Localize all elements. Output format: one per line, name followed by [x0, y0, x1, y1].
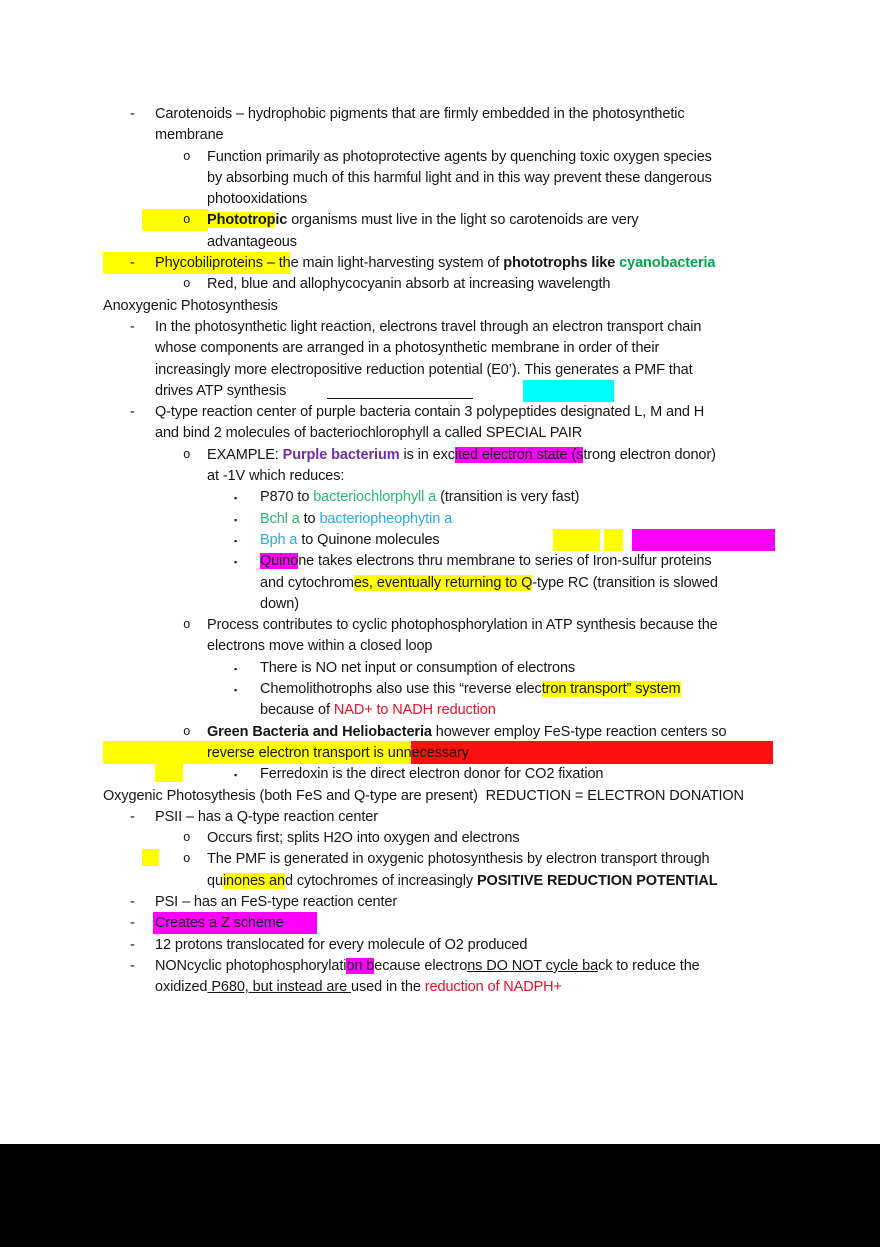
- doc-line: [103, 509, 843, 530]
- doc-line: [103, 210, 843, 231]
- doc-line: [103, 104, 843, 125]
- text-run: photooxidations: [207, 191, 308, 208]
- text-run: qu: [207, 872, 223, 889]
- text-run: P870 to: [260, 489, 314, 506]
- doc-line: [103, 849, 843, 870]
- bullet-circle: o: [183, 447, 191, 462]
- text-run: Phototrop: [207, 212, 276, 229]
- doc-line: [103, 551, 843, 572]
- doc-line: [103, 168, 843, 189]
- bullet-dash: -: [130, 936, 135, 953]
- bullet-dash: -: [130, 915, 135, 932]
- text-run: to Quinone molecules: [297, 531, 440, 548]
- doc-line: [103, 402, 843, 423]
- text-run: The PMF is generated in oxygenic photosynthesis by electron transport through: [207, 851, 710, 868]
- text-run: cyanobacteria: [619, 255, 716, 272]
- text-run: increasingly more electropositive reduction potential (E0’). This generates a PMF that: [155, 361, 693, 378]
- text-run: is in exc: [399, 446, 455, 463]
- doc-line: [103, 828, 843, 849]
- text-run: reverse electron transport is unnecessary: [207, 744, 469, 761]
- bullet-dash: -: [130, 255, 135, 272]
- text-run: because of: [260, 702, 334, 719]
- text-run: Bchl a: [260, 510, 300, 527]
- bullet-square: ▪: [234, 493, 238, 504]
- doc-line: [103, 871, 843, 892]
- doc-line: [103, 892, 843, 913]
- text-run: Green Bacteria and Heliobacteria: [207, 723, 432, 740]
- bullet-dash: -: [130, 957, 135, 974]
- bullet-square: ▪: [234, 770, 238, 781]
- doc-line: [103, 594, 843, 615]
- text-run: used in the: [351, 979, 425, 996]
- text-run: trong electron donor): [583, 446, 716, 463]
- doc-line: [103, 722, 843, 743]
- text-run: and cytochrom: [260, 574, 354, 591]
- doc-line: [103, 530, 843, 551]
- bullet-square: ▪: [234, 535, 238, 546]
- text-run: and bind 2 molecules of bacteriochlorophyll a called SPECIAL PAIR: [155, 425, 583, 442]
- doc-line: [103, 956, 843, 977]
- highlight-block: [142, 849, 159, 866]
- text-run: ecause electro: [374, 957, 468, 974]
- bullet-circle: o: [183, 618, 191, 633]
- bullet-square: ▪: [234, 557, 238, 568]
- text-run: There is NO net input or consumption of electrons: [260, 659, 576, 676]
- text-run: Quino: [260, 553, 299, 570]
- bullet-square: ▪: [234, 685, 238, 696]
- text-run: PSI – has an FeS-type reaction center: [155, 893, 398, 910]
- doc-line: [103, 764, 843, 785]
- text-run: membrane: [155, 127, 224, 144]
- text-run: In the photosynthetic light reaction, electrons travel through an electron transport chain: [155, 318, 702, 335]
- text-run: advantageous: [207, 233, 297, 250]
- text-run: Q-type reaction center of purple bacteria contain 3 polypeptides designated L, M and H: [155, 404, 705, 421]
- doc-line: [103, 977, 843, 998]
- doc-line: [103, 573, 843, 594]
- text-run: (transition is very fast): [436, 489, 580, 506]
- text-run: Anoxygenic Photosynthesis: [103, 297, 278, 314]
- text-run: organisms must live in the light so carotenoids are very: [287, 212, 639, 229]
- doc-line: [103, 700, 843, 721]
- doc-line: [103, 786, 843, 807]
- text-run: oxidized: [155, 979, 208, 996]
- text-run: EXAMPLE:: [207, 446, 283, 463]
- text-run: by absorbing much of this harmful light and in this way prevent these dangerous: [207, 169, 712, 186]
- text-run: Function primarily as photoprotective agents by quenching toxic oxygen species: [207, 148, 712, 165]
- bullet-square: ▪: [234, 514, 238, 525]
- text-run: Phycobiliproteins –: [155, 255, 279, 272]
- doc-line: [103, 381, 843, 402]
- text-run: ns DO NOT cycle ba: [467, 957, 599, 974]
- blank-underline: [327, 398, 473, 399]
- doc-line: [103, 935, 843, 956]
- doc-line: [103, 338, 843, 359]
- doc-line: [103, 679, 843, 700]
- doc-line: [103, 423, 843, 444]
- text-run: the main light-harvesting system of: [278, 255, 504, 272]
- doc-line: [103, 445, 843, 466]
- doc-line: [103, 296, 843, 317]
- text-run: Ferredoxin is the direct electron donor for CO2 fixation: [260, 766, 604, 783]
- doc-line: [103, 253, 843, 274]
- text-run: 12 protons translocated for every molecule of O2 produced: [155, 936, 528, 953]
- highlight-block: [523, 380, 614, 402]
- doc-line: [103, 232, 843, 253]
- bullet-circle: o: [183, 277, 191, 292]
- bullet-circle: o: [183, 852, 191, 867]
- text-run: electrons move within a closed loop: [207, 638, 433, 655]
- doc-line: [103, 360, 843, 381]
- doc-line: [103, 487, 843, 508]
- text-run: Purple bacterium: [282, 446, 400, 463]
- text-run: -type RC (transition is slowed: [532, 574, 718, 591]
- doc-line: [103, 274, 843, 295]
- text-run: tron transport” system: [541, 681, 681, 698]
- text-run: reduction of NADPH+: [424, 979, 562, 996]
- text-run: Process contributes to cyclic photophosphorylation in ATP synthesis because the: [207, 617, 718, 634]
- text-run: Occurs first; splits H2O into oxygen and electrons: [207, 830, 520, 847]
- text-run: phototrophs like: [503, 255, 620, 272]
- bullet-square: ▪: [234, 663, 238, 674]
- text-run: inones an: [222, 872, 285, 889]
- text-run: PSII – has a Q-type reaction center: [155, 808, 378, 825]
- bullet-circle: o: [183, 831, 191, 846]
- text-run: d cytochromes of increasingly: [284, 872, 477, 889]
- doc-line: [103, 615, 843, 636]
- bullet-circle: o: [183, 149, 191, 164]
- text-run: ited electron state (s: [454, 446, 584, 463]
- doc-line: [103, 147, 843, 168]
- notes-body: [103, 104, 843, 998]
- text-run: Creates a Z scheme: [155, 915, 284, 932]
- highlight-block: [142, 209, 208, 231]
- doc-line: [103, 466, 843, 487]
- highlight-block: [604, 529, 623, 551]
- bullet-dash: -: [130, 808, 135, 825]
- text-run: bacteriochlorphyll a: [313, 489, 437, 506]
- doc-line: [103, 913, 843, 934]
- text-run: on b: [346, 957, 375, 974]
- bullet-circle: o: [183, 213, 191, 228]
- doc-line: [103, 189, 843, 210]
- text-run: NAD+ to NADH reduction: [333, 702, 496, 719]
- bullet-circle: o: [183, 724, 191, 739]
- bullet-dash: -: [130, 106, 135, 122]
- text-run: P680, but instead are: [207, 979, 352, 996]
- text-run: ic: [275, 212, 288, 229]
- text-run: Red, blue and allophycocyanin absorb at increasing wavelength: [207, 276, 611, 293]
- text-run: Chemolithotrophs also use this “reverse elec: [260, 681, 542, 698]
- bullet-dash: -: [130, 893, 135, 910]
- text-run: ne takes electrons thru membrane to series of Iron-sulfur proteins: [298, 553, 712, 570]
- highlight-block: [553, 529, 600, 551]
- text-run: POSITIVE REDUCTION POTENTIAL: [476, 872, 718, 889]
- doc-line: [103, 743, 843, 764]
- text-run: Oxygenic Photosythesis (both FeS and Q-type are present) REDUCTION = ELECTRON DONATION: [103, 787, 744, 804]
- text-run: NONcyclic photophosphorylati: [155, 957, 347, 974]
- doc-line: [103, 125, 843, 146]
- text-run: whose components are arranged in a photosynthetic membrane in order of their: [155, 340, 660, 357]
- doc-line: [103, 807, 843, 828]
- text-run: to: [299, 510, 320, 527]
- text-run: at -1V which reduces:: [207, 468, 345, 485]
- bullet-dash: -: [130, 404, 135, 421]
- bullet-dash: -: [130, 318, 135, 335]
- letterbox-bottom: [0, 1144, 880, 1247]
- text-run: however employ FeS-type reaction centers so: [431, 723, 727, 740]
- highlight-block: [155, 762, 183, 782]
- text-run: drives ATP synthesis: [155, 382, 287, 399]
- doc-line: [103, 317, 843, 338]
- text-run: ck to reduce the: [598, 957, 700, 974]
- doc-line: [103, 636, 843, 657]
- text-run: Carotenoids – hydrophobic pigments that are firmly embedded in the photosynthetic: [155, 106, 685, 122]
- text-run: Bph a: [260, 531, 298, 548]
- text-run: bacteriopheophytin a: [319, 510, 453, 527]
- text-run: es, eventually returning to Q: [353, 574, 533, 591]
- doc-line: [103, 658, 843, 679]
- text-run: down): [260, 595, 299, 612]
- highlight-block: [632, 529, 775, 551]
